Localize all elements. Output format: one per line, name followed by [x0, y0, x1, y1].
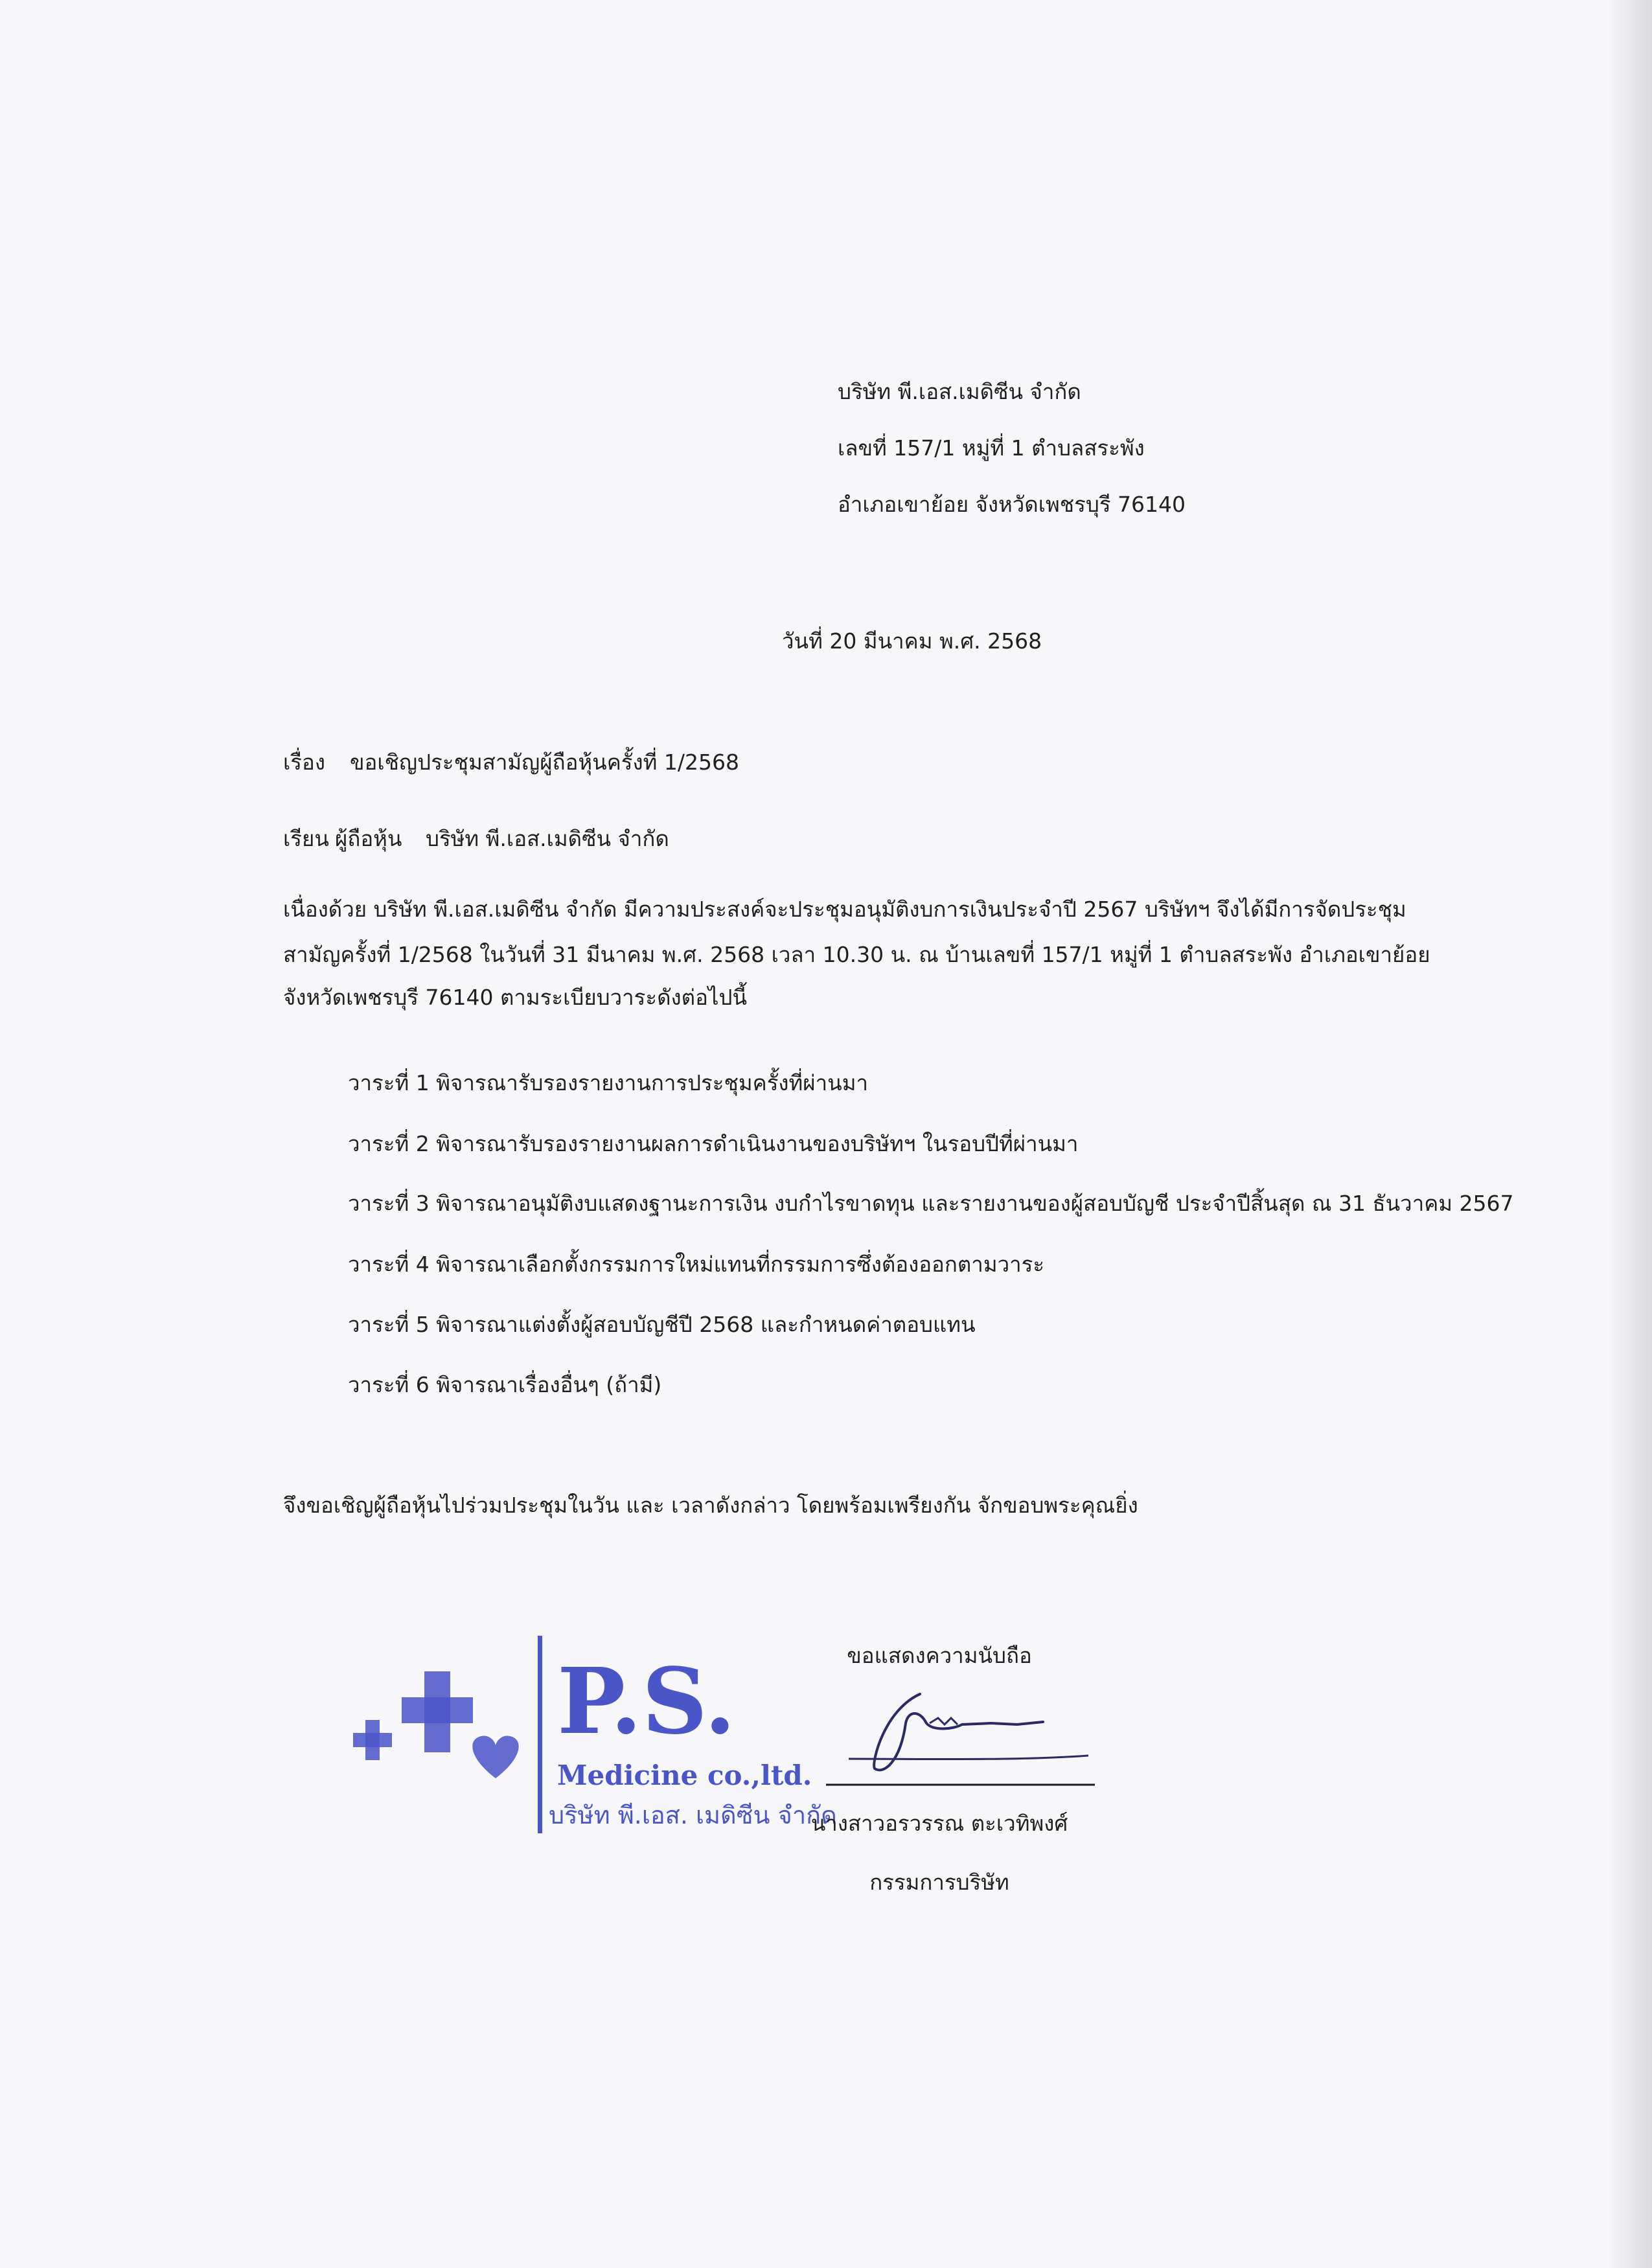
signer-name: นางสาวอรวรรณ ตะเวทิพงศ์ [810, 1811, 1068, 1836]
agenda-item-4: วาระที่ 4 พิจารณาเลือกตั้งกรรมการใหม่แทนที่กรรมการซึ่งต้องออกตามวาระ [348, 1252, 1045, 1277]
agenda-item-5: วาระที่ 5 พิจารณาแต่งตั้งผู้สอบบัญชีปี 2568 และกำหนดค่าตอบแทน [348, 1312, 976, 1337]
letter-date: วันที่ 20 มีนาคม พ.ศ. 2568 [782, 628, 1042, 654]
agenda-item-2: วาระที่ 2 พิจารณารับรองรายงานผลการดำเนินงานของบริษัทฯ ในรอบปีที่ผ่านมา [348, 1131, 1079, 1156]
stamp-line1: Medicine co.,ltd. [557, 1759, 812, 1791]
recipient-company: บริษัท พี.เอส.เมดิซีน จำกัด [426, 826, 669, 851]
intro-line-1: เนื่องด้วย บริษัท พี.เอส.เมดิซีน จำกัด มีความประสงค์จะประชุมอนุมัติงบการเงินประจำปี 2567 บริษัทฯ จึงได้มีการจัดประชุม [283, 897, 1406, 922]
subject-text: ขอเชิญประชุมสามัญผู้ถือหุ้นครั้งที่ 1/2568 [350, 750, 739, 775]
subject-line [283, 750, 739, 775]
sign-off: ขอแสดงความนับถือ [847, 1643, 1032, 1668]
heart-icon [472, 1736, 518, 1778]
stamp-logo-text: P.S. [557, 1649, 736, 1755]
stamp-line2: บริษัท พี.เอส. เมดิซีน จำกัด [549, 1801, 837, 1829]
intro-line-2: สามัญครั้งที่ 1/2568 ในวันที่ 31 มีนาคม พ.ศ. 2568 เวลา 10.30 น. ณ บ้านเลขที่ 157/1 หมู่ที่ 1 ตำบลสระพัง อำเภอเขาย้อย [283, 942, 1430, 967]
sender-address-line1: เลขที่ 157/1 หมู่ที่ 1 ตำบลสระพัง [838, 435, 1145, 461]
recipient-label: เรียน [283, 826, 329, 851]
closing-text: จึงขอเชิญผู้ถือหุ้นไปร่วมประชุมในวัน และ เวลาดังกล่าว โดยพร้อมเพรียงกัน จักขอบพระคุณยิ่ง [283, 1493, 1138, 1518]
medical-cross-icon [353, 1671, 473, 1760]
stamp-divider [538, 1636, 542, 1833]
sender-address-line2: อำเภอเขาย้อย จังหวัดเพชรบุรี 76140 [838, 492, 1186, 517]
scan-edge-shadow [1607, 0, 1652, 2268]
sender-company: บริษัท พี.เอส.เมดิซีน จำกัด [838, 379, 1081, 404]
recipient-line [283, 826, 669, 852]
signer-title: กรรมการบริษัท [869, 1870, 1009, 1895]
intro-line-3: จังหวัดเพชรบุรี 76140 ตามระเบียบวาระดังต่อไปนี้ [283, 985, 748, 1010]
agenda-item-6: วาระที่ 6 พิจารณาเรื่องอื่นๆ (ถ้ามี) [348, 1372, 662, 1397]
company-stamp [340, 1629, 837, 1837]
subject-label: เรื่อง [283, 750, 325, 775]
recipient-to: ผู้ถือหุ้น [335, 826, 402, 851]
signature [823, 1684, 1108, 1801]
agenda-item-3: วาระที่ 3 พิจารณาอนุมัติงบแสดงฐานะการเงิน งบกำไรขาดทุน และรายงานของผู้สอบบัญชี ประจำปีสิ้นสุด ณ 31 ธันวาคม 2567 [348, 1191, 1514, 1216]
agenda-item-1: วาระที่ 1 พิจารณารับรองรายงานการประชุมครั้งที่ผ่านมา [348, 1070, 869, 1095]
